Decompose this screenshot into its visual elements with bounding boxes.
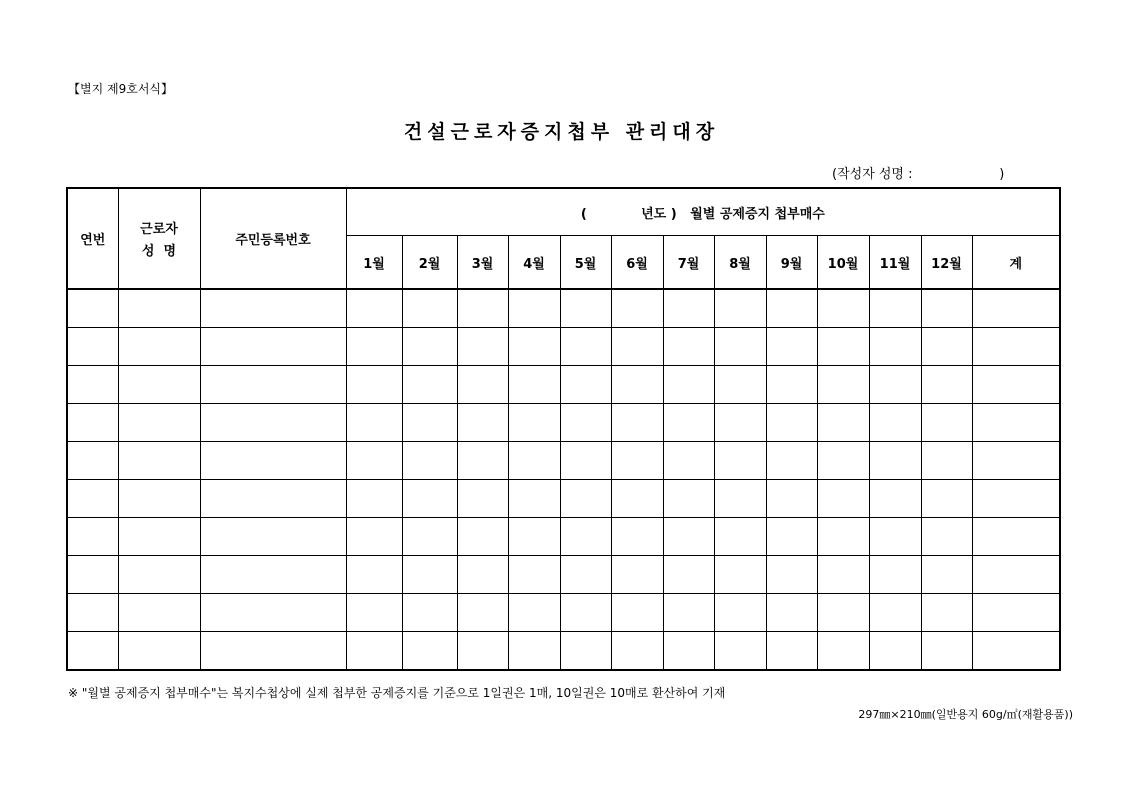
table-cell (663, 594, 714, 632)
table-cell (972, 442, 1060, 480)
table-cell (560, 518, 611, 556)
table-cell (118, 518, 200, 556)
table-cell (560, 404, 611, 442)
table-cell (714, 632, 766, 671)
table-cell (766, 594, 817, 632)
table-cell (611, 556, 663, 594)
table-cell (67, 289, 118, 328)
page-title: 건설근로자증지첩부 관리대장 (403, 121, 720, 143)
table-cell (200, 632, 346, 671)
table-cell (402, 632, 457, 671)
table-cell (118, 594, 200, 632)
register-table (66, 187, 1061, 671)
table-cell (560, 289, 611, 328)
table-cell (457, 404, 508, 442)
table-cell (67, 480, 118, 518)
col-header-month: 3월 (457, 236, 508, 290)
table-cell (663, 632, 714, 671)
table-cell (67, 442, 118, 480)
table-cell (766, 556, 817, 594)
table-cell (972, 366, 1060, 404)
col-header-month: 7월 (663, 236, 714, 290)
table-cell (402, 518, 457, 556)
table-cell (118, 328, 200, 366)
table-row (67, 556, 1060, 594)
table-cell (346, 632, 402, 671)
table-cell (714, 404, 766, 442)
table-cell (869, 518, 921, 556)
table-cell (611, 442, 663, 480)
table-cell (766, 480, 817, 518)
table-cell (766, 289, 817, 328)
table-cell (200, 328, 346, 366)
table-row (67, 518, 1060, 556)
table-cell (200, 442, 346, 480)
col-header-month: 5월 (560, 236, 611, 290)
table-cell (663, 480, 714, 518)
table-row (67, 442, 1060, 480)
table-cell (67, 556, 118, 594)
table-cell (611, 594, 663, 632)
table-cell (921, 404, 972, 442)
col-header-worker-line2: 성 명 (141, 244, 177, 259)
table-cell (972, 632, 1060, 671)
table-cell (766, 442, 817, 480)
table-cell (560, 556, 611, 594)
col-header-no: 연번 (67, 188, 118, 289)
footnote: ※ "월별 공제증지 첩부매수"는 복지수첩상에 실제 첩부한 공제증지를 기준으로 1일권은 1매, 10일권은 10매로 환산하여 기재 (68, 686, 726, 700)
header-row-1 (67, 188, 1060, 236)
table-cell (611, 328, 663, 366)
table-cell (508, 480, 560, 518)
table-cell (346, 404, 402, 442)
table-cell (817, 480, 869, 518)
table-cell (200, 404, 346, 442)
table-cell (766, 404, 817, 442)
col-header-month: 12월 (921, 236, 972, 290)
table-row (67, 594, 1060, 632)
table-cell (611, 518, 663, 556)
table-cell (508, 594, 560, 632)
table-cell (663, 328, 714, 366)
table-cell (402, 366, 457, 404)
table-cell (766, 632, 817, 671)
table-cell (714, 289, 766, 328)
table-cell (508, 328, 560, 366)
table-cell (714, 518, 766, 556)
table-cell (817, 289, 869, 328)
col-header-id-number: 주민등록번호 (200, 188, 346, 289)
table-cell (714, 366, 766, 404)
table-cell (118, 632, 200, 671)
table-cell (200, 594, 346, 632)
table-cell (457, 442, 508, 480)
paper-spec: 297㎜×210㎜(일반용지 60g/㎡(재활용품)) (858, 708, 1073, 721)
table-row (67, 328, 1060, 366)
table-cell (921, 442, 972, 480)
table-cell (118, 404, 200, 442)
table-cell (402, 289, 457, 328)
table-cell (402, 442, 457, 480)
table-cell (611, 366, 663, 404)
table-cell (714, 556, 766, 594)
table-cell (972, 556, 1060, 594)
table-cell (560, 632, 611, 671)
table-cell (921, 518, 972, 556)
table-cell (611, 480, 663, 518)
table-cell (663, 289, 714, 328)
table-cell (402, 328, 457, 366)
table-cell (508, 518, 560, 556)
col-header-month: 10월 (817, 236, 869, 290)
table-cell (663, 518, 714, 556)
table-cell (402, 404, 457, 442)
table-cell (346, 366, 402, 404)
table-cell (67, 632, 118, 671)
col-header-month: 4월 (508, 236, 560, 290)
table-cell (67, 594, 118, 632)
table-cell (457, 518, 508, 556)
table-cell (346, 594, 402, 632)
col-header-month: 2월 (402, 236, 457, 290)
table-cell (663, 366, 714, 404)
table-cell (560, 366, 611, 404)
col-header-month: 11월 (869, 236, 921, 290)
table-cell (921, 632, 972, 671)
table-cell (817, 632, 869, 671)
col-header-month: 6월 (611, 236, 663, 290)
table-cell (457, 366, 508, 404)
table-cell (508, 442, 560, 480)
table-cell (346, 518, 402, 556)
table-cell (118, 480, 200, 518)
table-cell (346, 328, 402, 366)
table-cell (817, 328, 869, 366)
table-cell (346, 289, 402, 328)
col-header-total: 계 (972, 236, 1060, 290)
form-label: 【별지 제9호서식】 (68, 82, 174, 96)
col-header-worker (118, 188, 200, 289)
table-cell (508, 366, 560, 404)
table-cell (972, 518, 1060, 556)
table-cell (560, 480, 611, 518)
table-cell (766, 366, 817, 404)
table-cell (457, 289, 508, 328)
table-cell (508, 632, 560, 671)
table-cell (972, 404, 1060, 442)
col-header-month: 9월 (766, 236, 817, 290)
col-header-monthly-group: ( 년도 ) 월별 공제증지 첩부매수 (346, 188, 1060, 236)
table-cell (869, 366, 921, 404)
table-cell (118, 442, 200, 480)
table-cell (611, 632, 663, 671)
table-cell (972, 328, 1060, 366)
table-cell (663, 442, 714, 480)
table-cell (457, 328, 508, 366)
table-cell (766, 328, 817, 366)
table-cell (921, 480, 972, 518)
table-cell (817, 518, 869, 556)
table-cell (560, 442, 611, 480)
table-cell (457, 480, 508, 518)
col-header-worker-line1: 근로자 (140, 222, 178, 237)
col-header-month: 1월 (346, 236, 402, 290)
table-cell (346, 442, 402, 480)
table-cell (508, 556, 560, 594)
table-cell (663, 556, 714, 594)
table-cell (67, 328, 118, 366)
table-cell (766, 518, 817, 556)
table-cell (402, 480, 457, 518)
table-cell (869, 442, 921, 480)
table-cell (921, 556, 972, 594)
table-cell (200, 556, 346, 594)
table-cell (611, 289, 663, 328)
table-cell (921, 594, 972, 632)
table-cell (118, 289, 200, 328)
table-body (67, 289, 1060, 670)
table-cell (508, 404, 560, 442)
table-cell (869, 289, 921, 328)
table-row (67, 404, 1060, 442)
table-cell (817, 404, 869, 442)
table-cell (200, 366, 346, 404)
table-cell (869, 556, 921, 594)
table-cell (921, 289, 972, 328)
table-cell (67, 366, 118, 404)
table-cell (972, 594, 1060, 632)
table-cell (346, 556, 402, 594)
table-cell (402, 556, 457, 594)
table-row (67, 289, 1060, 328)
table-cell (869, 328, 921, 366)
table-cell (714, 480, 766, 518)
table-cell (869, 594, 921, 632)
table-cell (118, 366, 200, 404)
table-cell (200, 289, 346, 328)
table-cell (560, 594, 611, 632)
table-cell (869, 404, 921, 442)
table-cell (663, 404, 714, 442)
table-cell (714, 328, 766, 366)
table-cell (869, 480, 921, 518)
col-header-month: 8월 (714, 236, 766, 290)
author-name-field: (작성자 성명 : ) (832, 167, 1005, 182)
table-cell (402, 594, 457, 632)
table-cell (346, 480, 402, 518)
table-cell (560, 328, 611, 366)
table-cell (972, 480, 1060, 518)
table-cell (508, 289, 560, 328)
table-cell (869, 632, 921, 671)
table-row (67, 480, 1060, 518)
table-cell (457, 632, 508, 671)
table-row (67, 366, 1060, 404)
table-cell (457, 594, 508, 632)
table-cell (118, 556, 200, 594)
table-cell (817, 556, 869, 594)
table-cell (714, 442, 766, 480)
table-cell (611, 404, 663, 442)
table-cell (200, 518, 346, 556)
table-cell (817, 594, 869, 632)
table-cell (817, 366, 869, 404)
table-cell (457, 556, 508, 594)
table-cell (921, 366, 972, 404)
table-cell (67, 404, 118, 442)
table-cell (714, 594, 766, 632)
table-cell (972, 289, 1060, 328)
table-row (67, 632, 1060, 671)
table-cell (817, 442, 869, 480)
table-cell (200, 480, 346, 518)
table-cell (921, 328, 972, 366)
table-cell (67, 518, 118, 556)
